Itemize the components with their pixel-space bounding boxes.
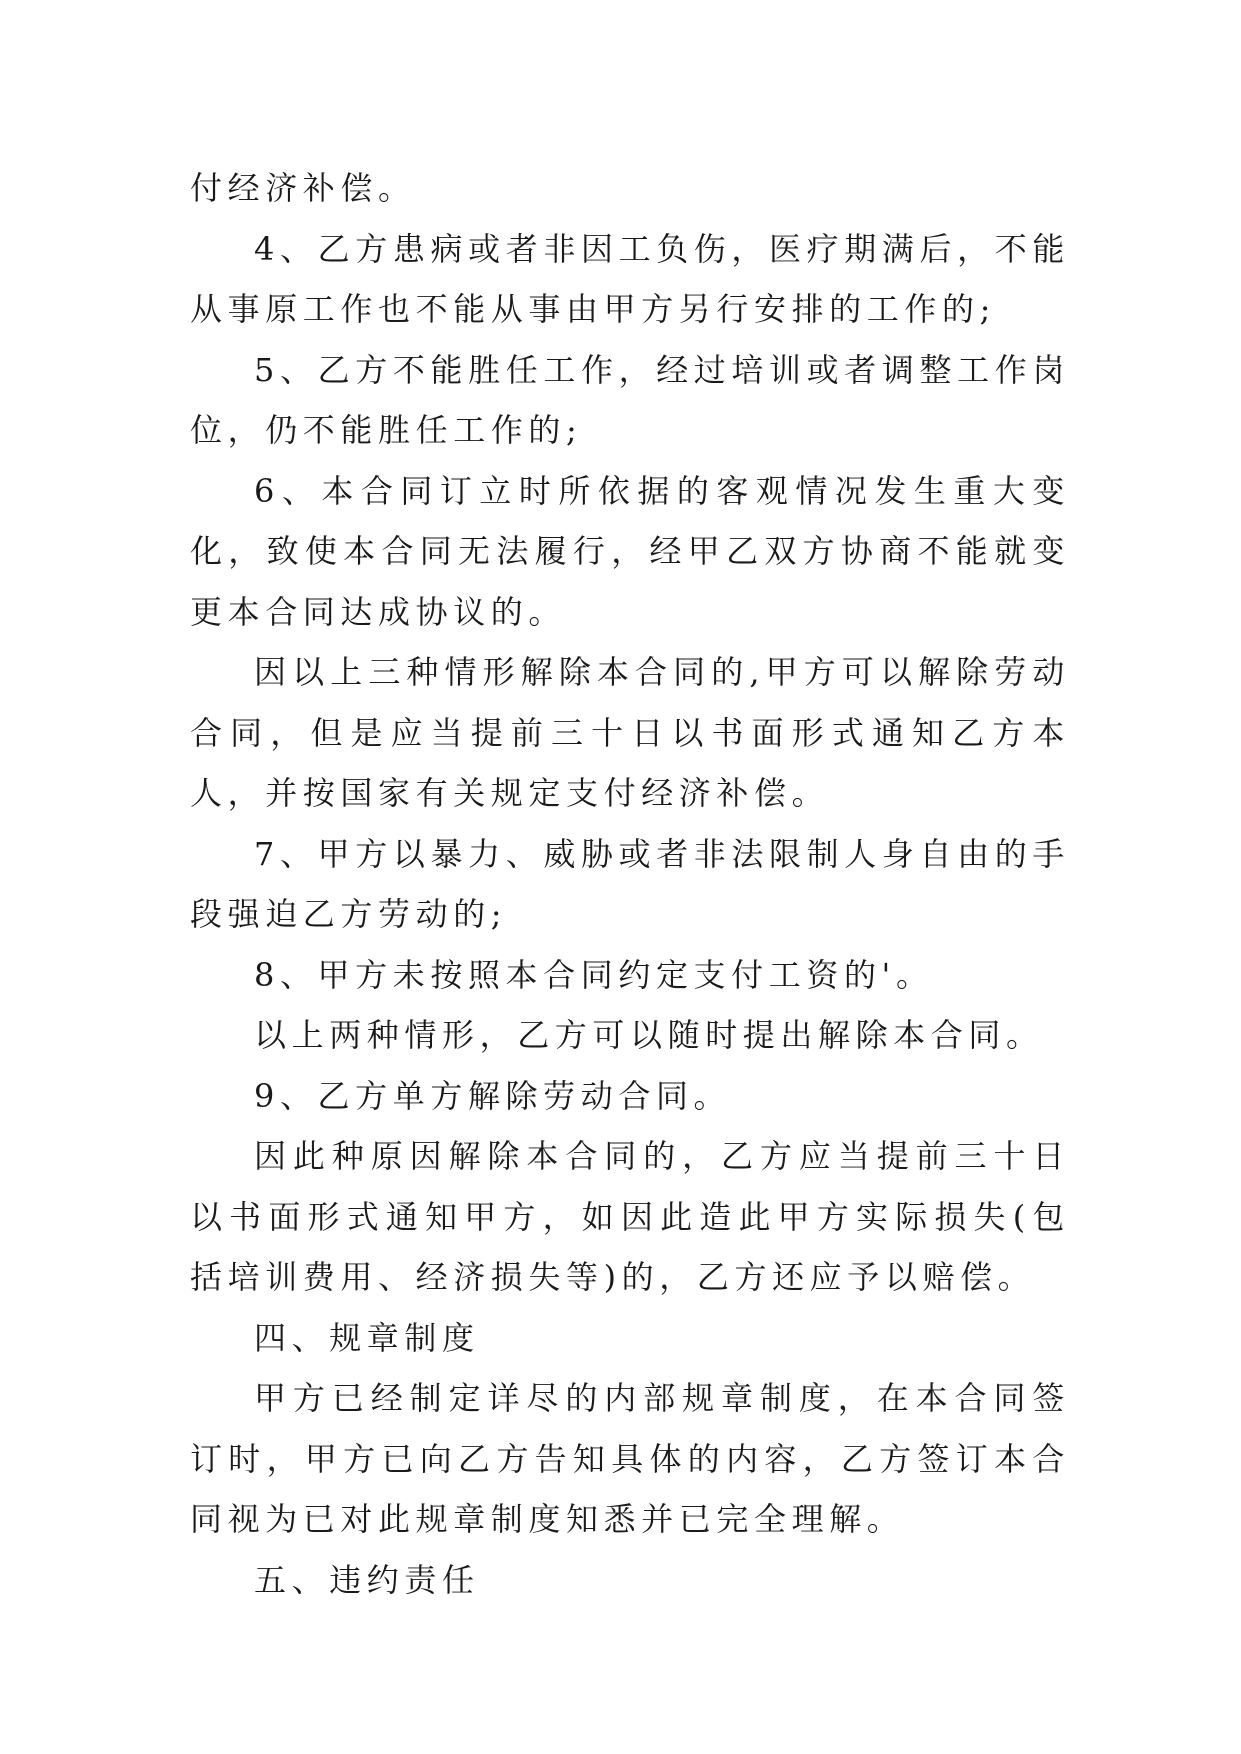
paragraph-4: 6、本合同订立时所依据的客观情况发生重大变化，致使本合同无法履行，经甲乙双方协商不能就变更本合同达成协议的。	[190, 471, 1070, 631]
paragraph-6: 7、甲方以暴力、威胁或者非法限制人身自由的手段强迫乙方劳动的;	[190, 834, 1070, 933]
paragraph-8: 以上两种情形，乙方可以随时提出解除本合同。	[254, 1016, 1044, 1054]
paragraph-9: 9、乙方单方解除劳动合同。	[254, 1076, 732, 1115]
section-heading-liability: 五、违约责任	[254, 1560, 480, 1599]
paragraph-10: 因此种原因解除本合同的，乙方应当提前三十日以书面形式通知甲方，如因此造此甲方实际损失(包括培训费用、经济损失等)的，乙方还应予以赔偿。	[190, 1137, 1070, 1296]
paragraph-1: 付经济补偿。	[190, 169, 416, 207]
paragraph-7: 8、甲方未按照本合同约定支付工资的'。	[254, 955, 934, 994]
paragraph-5: 因以上三种情形解除本合同的,甲方可以解除劳动合同，但是应当提前三十日以书面形式通知乙方本人，并按国家有关规定支付经济补偿。	[190, 653, 1070, 812]
paragraph-2: 4、乙方患病或者非因工负伤，医疗期满后，不能从事原工作也不能从事由甲方另行安排的工作的;	[190, 229, 1070, 328]
section-heading-rules: 四、规章制度	[254, 1318, 480, 1357]
paragraph-3: 5、乙方不能胜任工作，经过培训或者调整工作岗位，仍不能胜任工作的;	[190, 350, 1070, 449]
paragraph-12: 甲方已经制定详尽的内部规章制度，在本合同签订时，甲方已向乙方告知具体的内容，乙方签订本合同视为已对此规章制度知悉并已完全理解。	[190, 1379, 1070, 1538]
document-body	[190, 158, 1070, 1610]
